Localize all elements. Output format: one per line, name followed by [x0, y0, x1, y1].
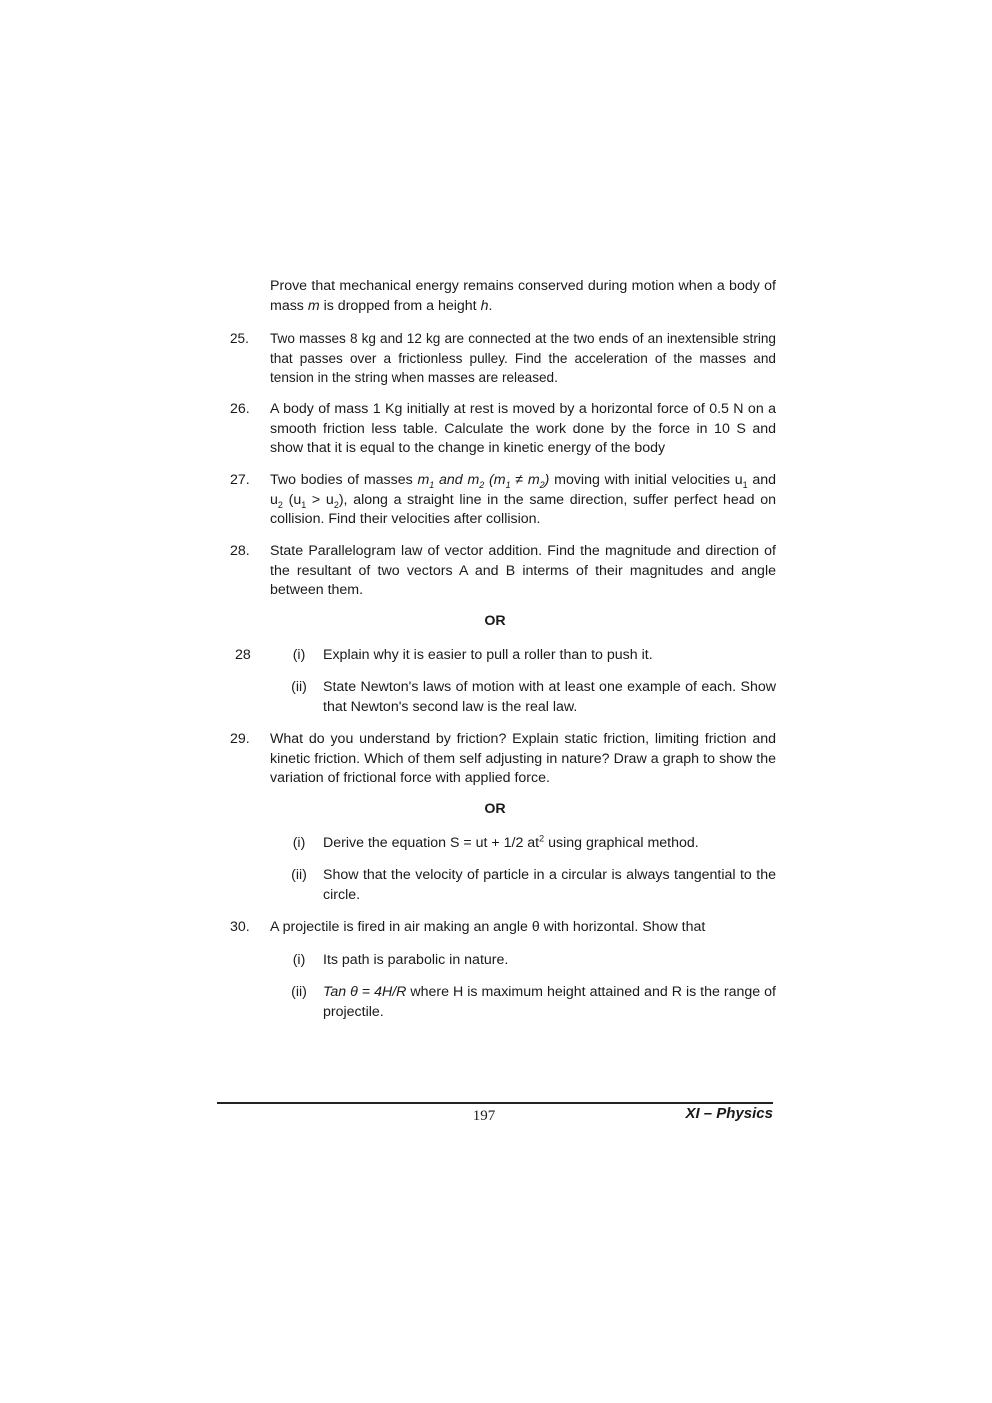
- footer-rule: [217, 1102, 773, 1104]
- question-30: [230, 918, 776, 938]
- part-label: (i): [292, 647, 306, 663]
- question-27: [230, 471, 776, 530]
- or-separator: OR: [484, 613, 506, 629]
- part-label: (ii): [291, 867, 307, 883]
- intro-text-2: is dropped from a height: [319, 297, 481, 314]
- question-29-part-ii: [284, 866, 776, 905]
- mass-symbol: m: [307, 297, 320, 314]
- part-text: Show that the velocity of particle in a circular is always tangential to the circle.: [323, 867, 776, 903]
- question-29-part-i: [284, 834, 776, 854]
- part-text: Derive the equation S = ut + 1/2 $at^2$ using graphical method.: [323, 833, 699, 851]
- question-number: 25.: [230, 331, 249, 346]
- question-30-part-i: [284, 951, 776, 971]
- question-25: [230, 329, 776, 388]
- part-text: State Newton's laws of motion with at least one example of each. Show that Newton's second law is the real law.: [323, 679, 776, 715]
- question-text: Two bodies of masses $m_1$ and $m_2$ $(m_1 \ne m_2)$ moving with initial velocities $u_1$ and $u_2$ $(u_1 > u_2)$, along a straight line in the same direction, suffer perfect head on collision. Find their velocities after collision.: [270, 472, 777, 527]
- height-symbol: h: [480, 297, 489, 314]
- part-label: (i): [292, 952, 306, 968]
- question-text: What do you understand by friction? Explain static friction, limiting friction and kinetic friction. Which of them self adjusting in nature? Draw a graph to show the variation of frictional force with applied force.: [270, 731, 776, 786]
- question-28-part-ii: [284, 678, 776, 717]
- part-text: Tan θ = 4H/R where H is maximum height attained and R is the range of projectile.: [323, 984, 776, 1020]
- question-number: 29.: [230, 731, 250, 747]
- question-28-part-i: [284, 646, 776, 666]
- question-number: 26.: [230, 401, 250, 417]
- part-label: (ii): [291, 984, 307, 1000]
- or-separator: OR: [484, 801, 506, 817]
- formula: Tan θ = 4H/R: [323, 984, 407, 1000]
- question-text: State Parallelogram law of vector addition. Find the magnitude and direction of the resultant of two vectors A and B interms of their magnitudes and angle between them.: [270, 543, 776, 598]
- question-26: [230, 400, 776, 459]
- page-number: 197: [472, 1108, 496, 1124]
- question-number: 30.: [230, 919, 250, 935]
- footer-title: XI – Physics: [685, 1105, 773, 1122]
- part-label: (i): [292, 835, 306, 851]
- intro-text-1: Prove that mechanical energy remains conserved during motion when a body of mass: [270, 278, 776, 314]
- question-text: A projectile is fired in air making an angle θ with horizontal. Show that: [270, 919, 706, 935]
- question-text: A body of mass 1 Kg initially at rest is moved by a horizontal force of 0.5 N on a smooth friction less table. Calculate the work done by the force in 10 S and show that it is equal to the change in kinetic energy of the body: [270, 401, 776, 456]
- part-label: (ii): [291, 679, 307, 695]
- intro-paragraph: [230, 277, 776, 316]
- question-text: Two masses 8 kg and 12 kg are connected at the two ends of an inextensible string that passes over a frictionless pulley. Find the acceleration of the masses and tension in the string when masses are released.: [270, 331, 776, 385]
- part-text: Its path is parabolic in nature.: [323, 952, 509, 968]
- question-28: [230, 542, 776, 601]
- question-number: 27.: [230, 472, 250, 488]
- question-number: 28.: [230, 543, 250, 559]
- part-text: Explain why it is easier to pull a roller than to push it.: [323, 647, 653, 663]
- intro-text-3: .: [488, 297, 493, 314]
- question-29: [230, 730, 776, 789]
- question-number: 28: [235, 647, 251, 663]
- question-30-part-ii: [284, 983, 776, 1022]
